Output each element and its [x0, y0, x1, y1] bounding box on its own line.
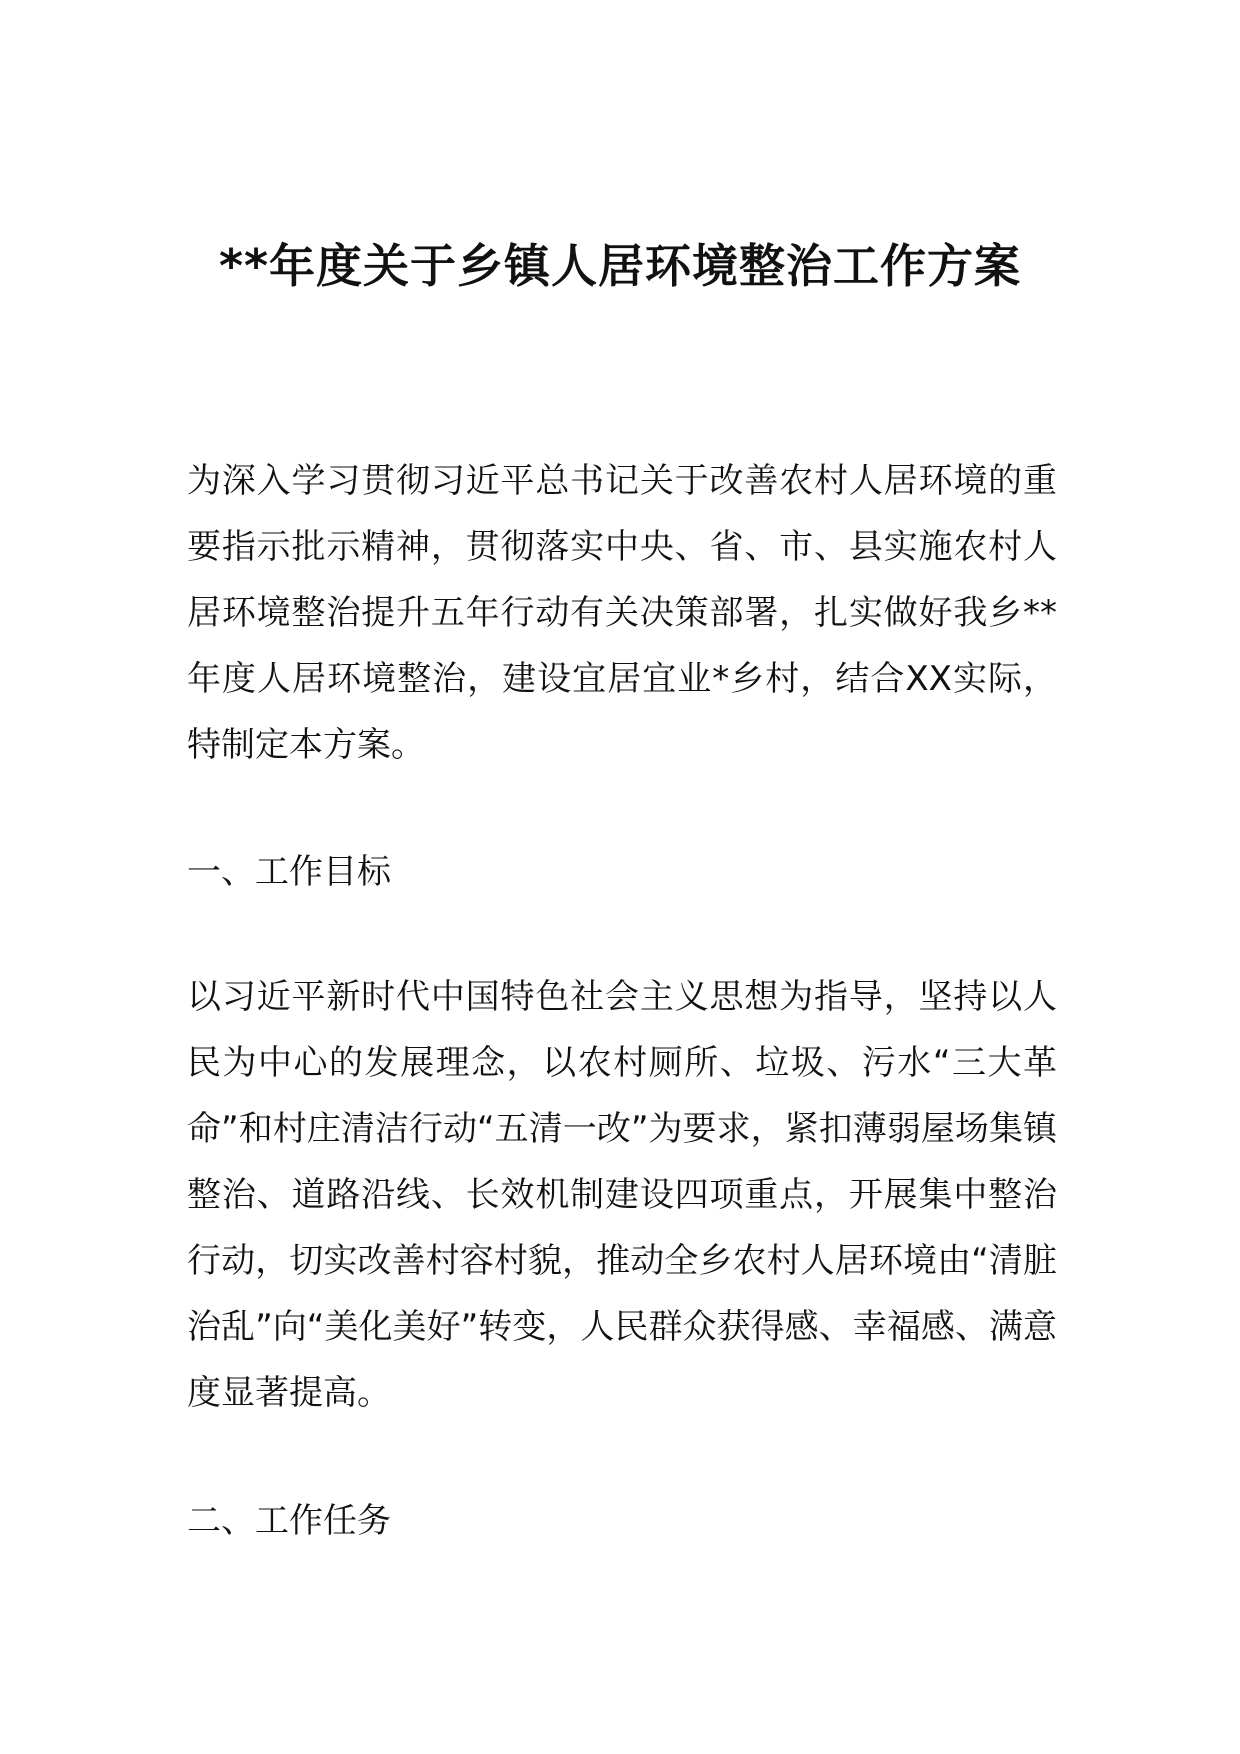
goals-paragraph: 以习近平新时代中国特色社会主义思想为指导，坚持以人民为中心的发展理念，以农村厕所、垃圾、污水“三大革命”和村庄清洁行动“五清一改”为要求，紧扣薄弱屋场集镇整治、道路沿线、长效机制建设四项重点，开展集中整治行动，切实改善村容村貌，推动全乡农村人居环境由“清脏治乱”向“美化美好”转变，人民群众获得感、幸福感、满意度显著提高。 — [187, 977, 1057, 1413]
section-heading-goals: 一、工作目标 — [187, 852, 391, 892]
section-heading-tasks: 二、工作任务 — [187, 1501, 391, 1541]
intro-paragraph: 为深入学习贯彻习近平总书记关于改善农村人居环境的重要指示批示精神，贯彻落实中央、省、市、县实施农村人居环境整治提升五年行动有关决策部署，扎实做好我乡**年度人居环境整治，建设宜居宜业*乡村，结合XX实际，特制定本方案。 — [187, 461, 1057, 765]
document-title: **年度关于乡镇人居环境整治工作方案 — [218, 238, 1022, 293]
